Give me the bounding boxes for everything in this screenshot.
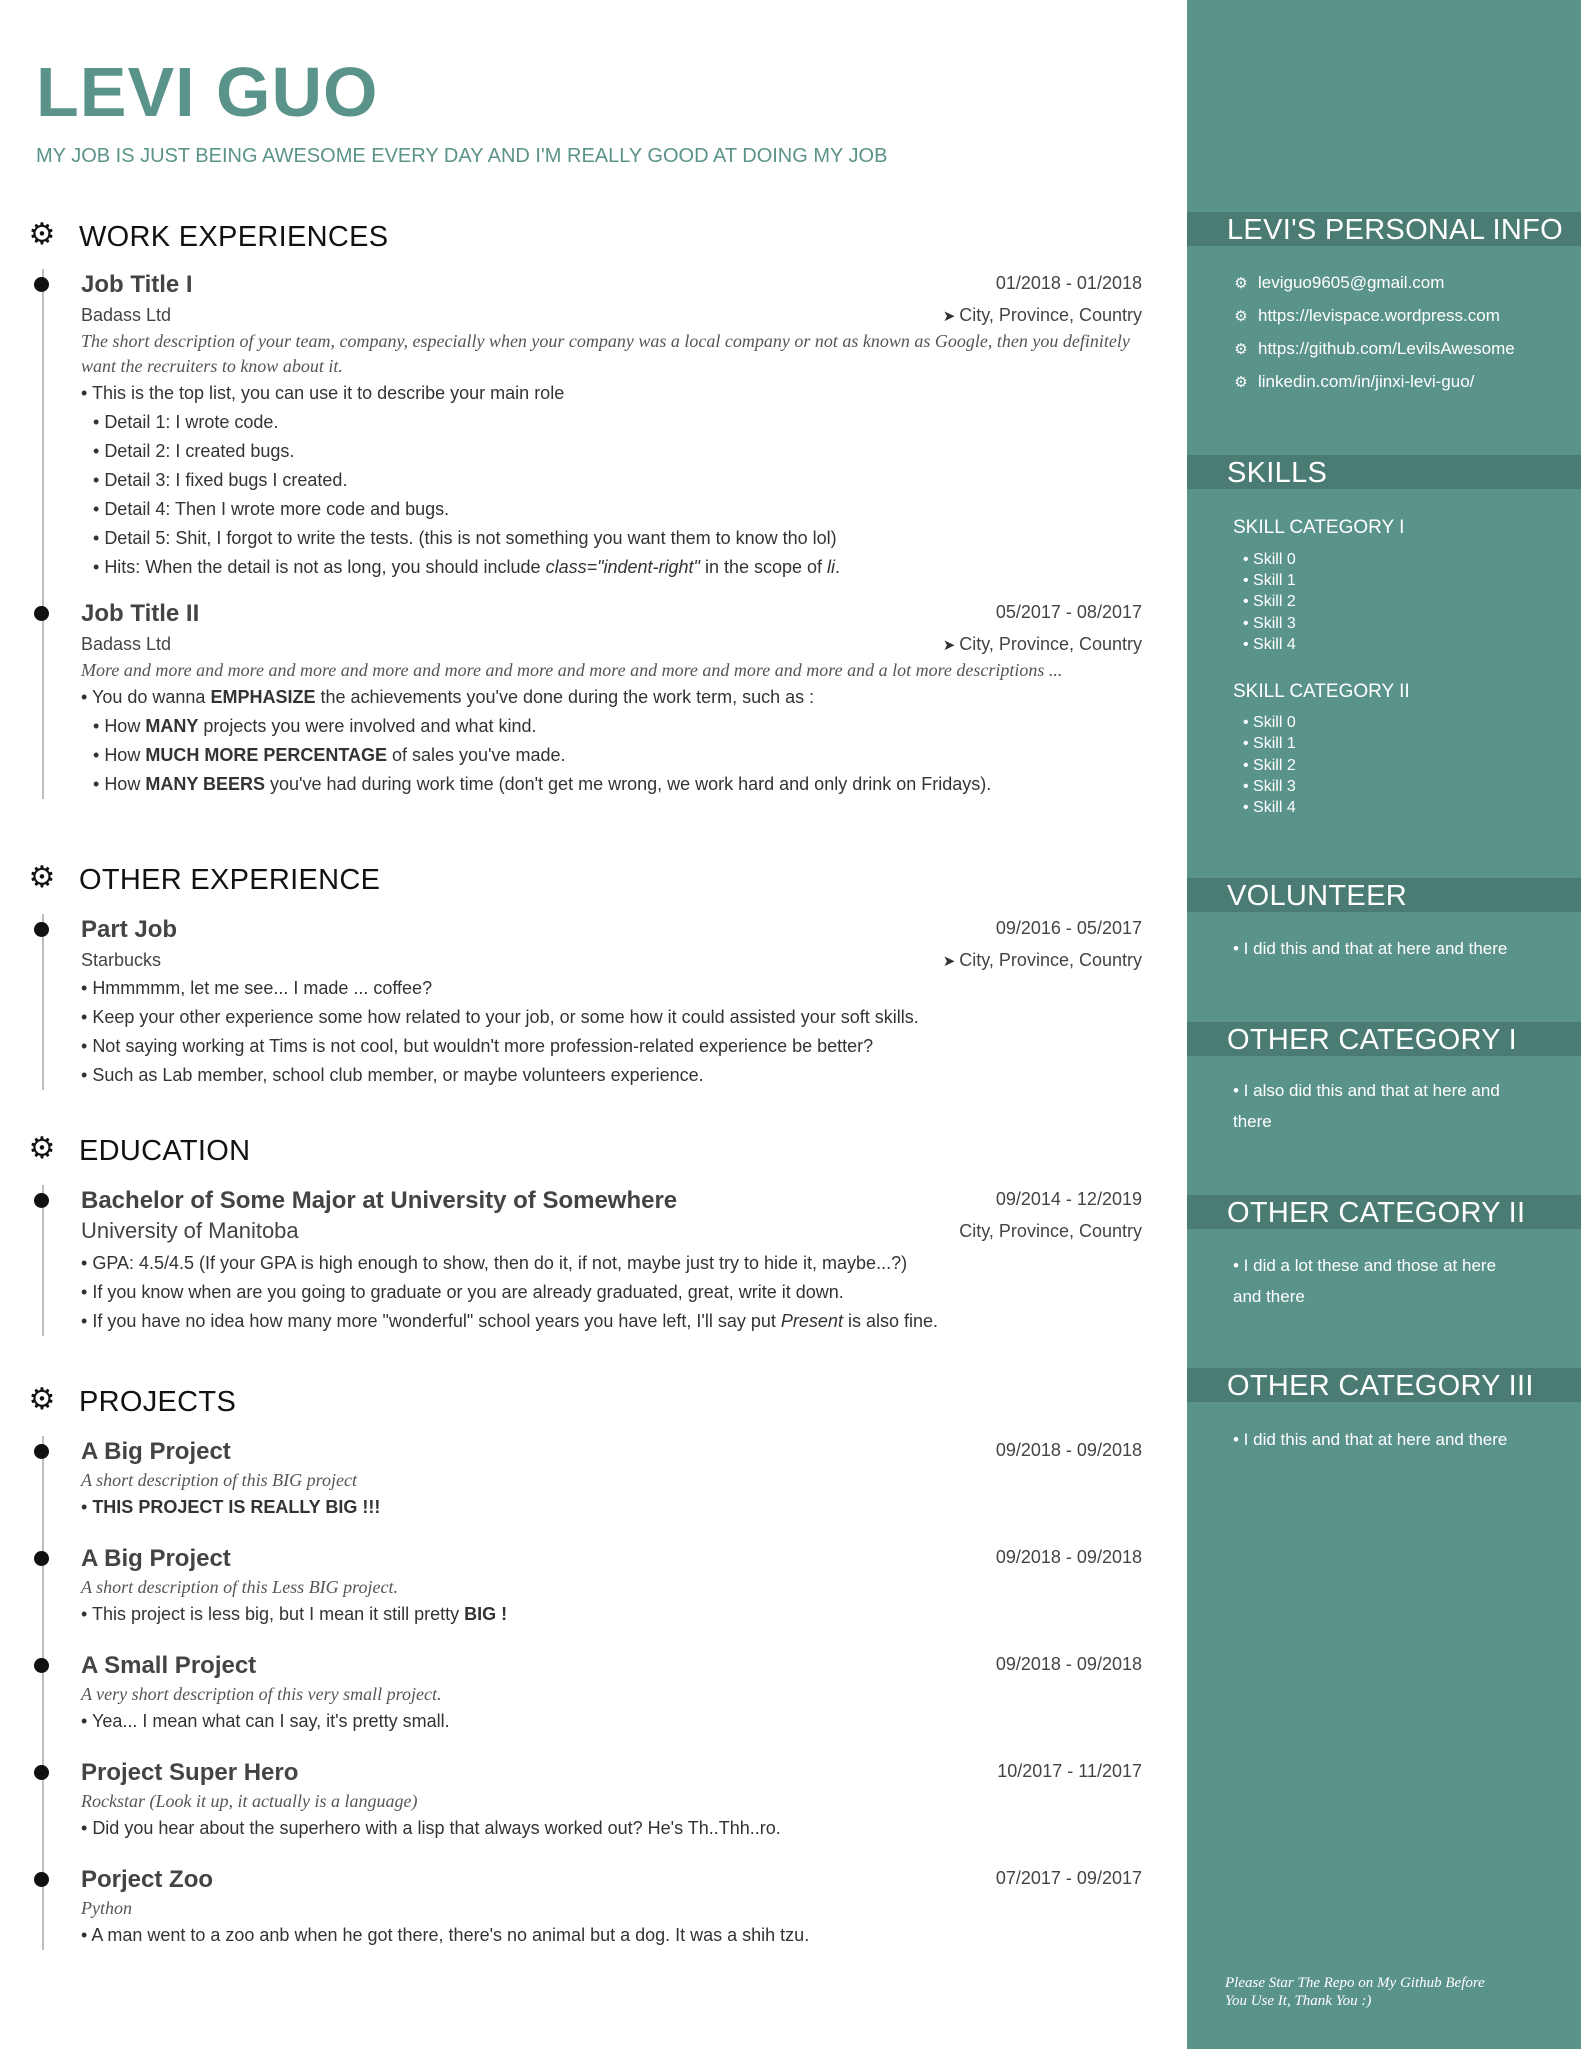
degree-title: Bachelor of Some Major at University of Somewhere (81, 1187, 678, 1214)
project-date: 09/2018 - 09/2018 (995, 1440, 1142, 1460)
gear-icon: ⚙ (1234, 341, 1248, 358)
gear-icon: ⚙ (1234, 275, 1248, 292)
project-title: A Small Project (81, 1652, 257, 1679)
school-name: University of Manitoba (81, 1218, 299, 1243)
other-category-text: • I also did this and that at here and there (1233, 1081, 1500, 1131)
education-date: 09/2014 - 12/2019 (995, 1189, 1142, 1209)
skill-item: • Skill 2 (1243, 593, 1296, 610)
project-title: A Big Project (81, 1438, 231, 1465)
project-description: A short description of this BIG project (81, 1470, 357, 1490)
skill-item: • Skill 0 (1243, 551, 1296, 568)
list-item: • Keep your other experience some how related to your job, or some how it could assisted your soft skills. (81, 1007, 919, 1027)
contact-github[interactable]: ⚙ https://github.com/LevilsAwesome (1232, 338, 1515, 361)
project-description: Python (81, 1898, 132, 1918)
timeline-dot (34, 606, 49, 621)
location-text: City, Province, Country (959, 305, 1142, 325)
list-item: • Did you hear about the superhero with a lisp that always worked out? He's Th..Thh..ro. (81, 1818, 781, 1838)
list-item: • Such as Lab member, school club member, or maybe volunteers experience. (81, 1065, 704, 1085)
project-date: 09/2018 - 09/2018 (995, 1547, 1142, 1567)
skill-item: • Skill 0 (1243, 714, 1296, 731)
list-item: • This project is less big, but I mean it still pretty BIG ! (81, 1604, 508, 1624)
location (943, 631, 1142, 659)
list-item: • You do wanna EMPHASIZE the achievements you've done during the work term, such as : (81, 687, 815, 707)
contact-email[interactable]: ⚙ leviguo9605@gmail.com (1232, 272, 1444, 295)
list-item: • Hits: When the detail is not as long, you should include class="indent-right" in the scope of li. (93, 557, 841, 577)
timeline-dot (34, 922, 49, 937)
list-item: • How MANY BEERS you've had during work time (don't get me wrong, we work hard and only drink on Fridays). (93, 774, 992, 794)
list-item: • If you have no idea how many more "wonderful" school years you have left, I'll say put Present is also fine. (81, 1311, 938, 1331)
gear-icon: ⚙ (28, 1383, 56, 1416)
section-title: EDUCATION (79, 1135, 251, 1167)
timeline-dot (34, 1658, 49, 1673)
skill-item: • Skill 1 (1243, 735, 1296, 752)
project-title: Porject Zoo (81, 1866, 214, 1893)
job-title: Job Title II (81, 600, 200, 627)
other-category-text: • I did this and that at here and there (1233, 1430, 1508, 1449)
location-text: City, Province, Country (959, 634, 1142, 654)
gear-icon: ⚙ (1234, 308, 1248, 325)
company-name: Badass Ltd (81, 305, 172, 325)
footer-note: Please Star The Repo on My Github Before You Use It, Thank You :) (1225, 1975, 1485, 2009)
project-description: A very short description of this very small project. (81, 1684, 442, 1704)
section-other-experience (0, 860, 1187, 1090)
list-item: • This is the top list, you can use it to describe your main role (81, 383, 565, 403)
project-date: 10/2017 - 11/2017 (997, 1761, 1142, 1781)
timeline (42, 269, 1142, 799)
list-item: • GPA: 4.5/4.5 (If your GPA is high enough to show, then do it, if not, maybe just try to hide it, maybe...?) (81, 1253, 908, 1273)
sidebar-heading: SKILLS (1187, 455, 1581, 489)
list-item: • Detail 1: I wrote code. (93, 412, 279, 432)
timeline-dot (34, 1551, 49, 1566)
job-date: 09/2016 - 05/2017 (995, 918, 1142, 938)
volunteer-text: • I did this and that at here and there (1233, 939, 1508, 958)
company-name: Starbucks (81, 950, 162, 970)
job-date: 05/2017 - 08/2017 (995, 602, 1142, 622)
sidebar-heading: VOLUNTEER (1187, 878, 1581, 912)
project-title: A Big Project (81, 1545, 231, 1572)
sidebar-heading: LEVI'S PERSONAL INFO (1187, 212, 1581, 246)
location-arrow-icon: ➤ (942, 308, 956, 325)
company-name: Badass Ltd (81, 634, 172, 654)
list-item: • Detail 4: Then I wrote more code and bugs. (93, 499, 450, 519)
project-date: 07/2017 - 09/2017 (995, 1868, 1142, 1888)
project-title: Project Super Hero (81, 1759, 299, 1786)
location (943, 302, 1142, 330)
timeline-dot (34, 1444, 49, 1459)
skill-item: • Skill 4 (1243, 799, 1296, 816)
gear-icon: ⚙ (28, 1132, 56, 1165)
project-entry (81, 1757, 1142, 1843)
timeline-dot (34, 1872, 49, 1887)
section-work (0, 217, 1187, 799)
job-description: More and more and more and more and more and more and more and more and more and more and more and a lot more descriptions ... (81, 660, 1063, 680)
education-entry (81, 1185, 1142, 1336)
sidebar-heading: OTHER CATEGORY I (1187, 1022, 1581, 1056)
skill-item: • Skill 3 (1243, 778, 1296, 795)
timeline (42, 1436, 1142, 1950)
resume-name: LEVI GUO (36, 53, 379, 131)
list-item: • Detail 3: I fixed bugs I created. (93, 470, 348, 490)
project-date: 09/2018 - 09/2018 (995, 1654, 1142, 1674)
section-education (0, 1131, 1187, 1336)
skill-item: • Skill 4 (1243, 636, 1296, 653)
other-category-text: • I did a lot these and those at here and there (1233, 1256, 1497, 1306)
list-item: • Not saying working at Tims is not cool, but wouldn't more profession-related experience be better? (81, 1036, 874, 1056)
job-entry (81, 269, 1142, 582)
location-arrow-icon: ➤ (942, 637, 956, 654)
list-item: • Yea... I mean what can I say, it's pretty small. (81, 1711, 450, 1731)
job-date: 01/2018 - 01/2018 (995, 273, 1142, 293)
project-description: Rockstar (Look it up, it actually is a language) (81, 1791, 418, 1811)
sidebar-heading: OTHER CATEGORY III (1187, 1368, 1581, 1402)
project-entry (81, 1864, 1142, 1950)
timeline-dot (34, 1765, 49, 1780)
location-arrow-icon: ➤ (942, 953, 956, 970)
location-text: City, Province, Country (959, 950, 1142, 970)
location (959, 1218, 1142, 1244)
list-item: • Hmmmmm, let me see... I made ... coffee? (81, 978, 433, 998)
list-item: • Detail 5: Shit, I forgot to write the tests. (this is not something you want them to know tho lol) (93, 528, 837, 548)
sidebar-heading: OTHER CATEGORY II (1187, 1195, 1581, 1229)
timeline (42, 914, 1142, 1090)
timeline (42, 1185, 1142, 1336)
section-title: PROJECTS (79, 1386, 237, 1418)
job-entry (81, 914, 1142, 1090)
resume-tagline: MY JOB IS JUST BEING AWESOME EVERY DAY AND I'M REALLY GOOD AT DOING MY JOB (36, 145, 888, 167)
gear-icon: ⚙ (28, 218, 56, 251)
location (943, 947, 1142, 975)
skill-item: • Skill 3 (1243, 615, 1296, 632)
contact-website[interactable]: ⚙ https://levispace.wordpress.com (1232, 305, 1500, 328)
skill-item: • Skill 2 (1243, 757, 1296, 774)
timeline-dot (34, 1193, 49, 1208)
list-item: • A man went to a zoo anb when he got there, there's no animal but a dog. It was a shih tzu. (81, 1925, 810, 1945)
timeline-dot (34, 277, 49, 292)
project-entry (81, 1436, 1142, 1522)
skill-category: SKILL CATEGORY I (1233, 517, 1405, 538)
section-projects (0, 1382, 1187, 1950)
gear-icon: ⚙ (28, 861, 56, 894)
list-item: • If you know when are you going to graduate or you are already graduated, great, write it down. (81, 1282, 844, 1302)
job-description: The short description of your team, company, especially when your company was a local company or not as known as Google, then you definitely want the recruiters to know about it. (81, 331, 1130, 376)
section-title: OTHER EXPERIENCE (79, 864, 381, 896)
project-entry (81, 1543, 1142, 1629)
contact-linkedin[interactable]: ⚙ linkedin.com/in/jinxi-levi-guo/ (1232, 371, 1474, 394)
gear-icon: ⚙ (1234, 374, 1248, 391)
job-entry (81, 598, 1142, 799)
resume-sidebar (1187, 0, 1581, 2049)
list-item: • THIS PROJECT IS REALLY BIG !!! (81, 1497, 381, 1517)
skill-item: • Skill 1 (1243, 572, 1296, 589)
list-item: • Detail 2: I created bugs. (93, 441, 295, 461)
job-title: Part Job (81, 916, 178, 943)
job-title: Job Title I (81, 271, 193, 298)
project-description: A short description of this Less BIG project. (81, 1577, 398, 1597)
list-item: • How MUCH MORE PERCENTAGE of sales you've made. (93, 745, 566, 765)
section-title: WORK EXPERIENCES (79, 221, 389, 253)
skill-category: SKILL CATEGORY II (1233, 681, 1410, 702)
project-entry (81, 1650, 1142, 1736)
list-item: • How MANY projects you were involved and what kind. (93, 716, 537, 736)
location-text: City, Province, Country (959, 1221, 1142, 1241)
